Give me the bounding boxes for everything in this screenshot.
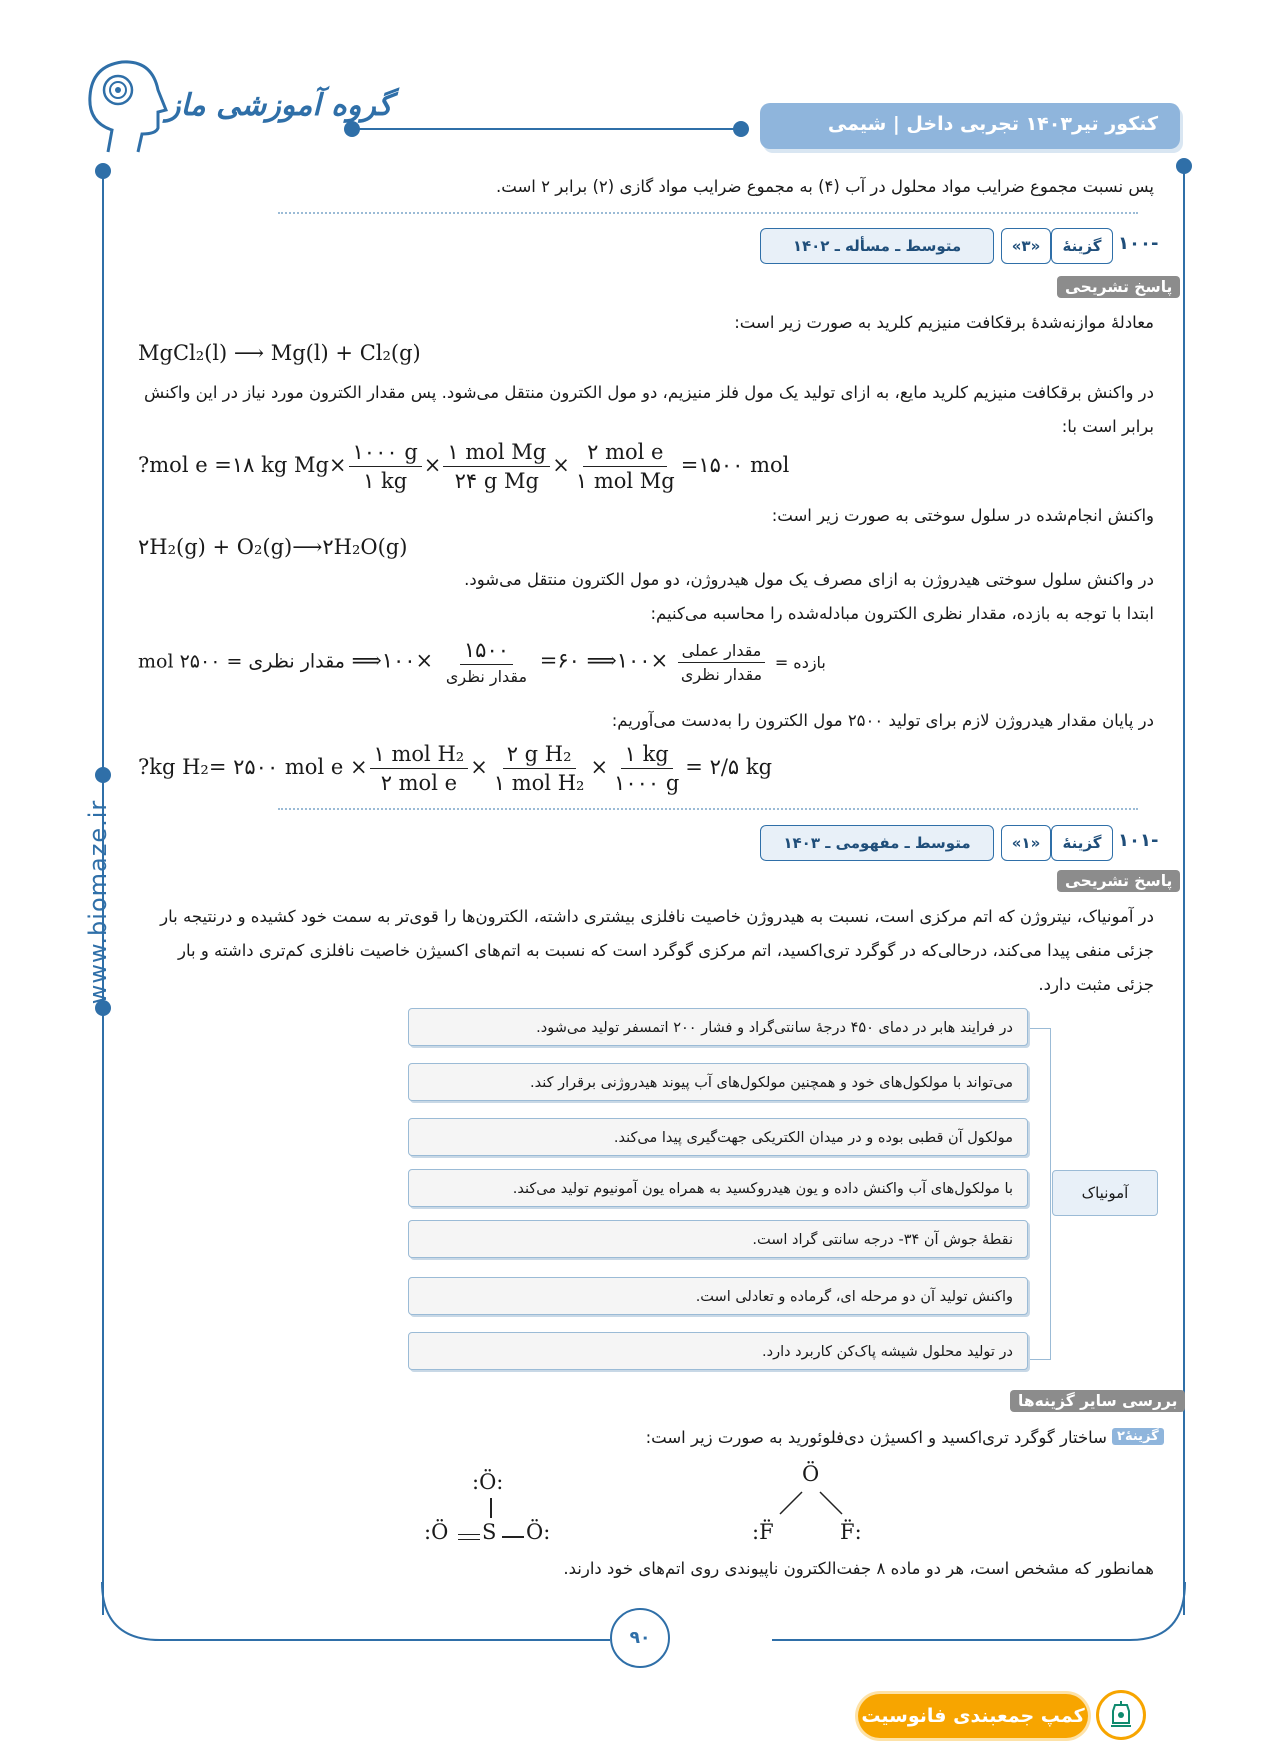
q100-p2: در واکنش برقکافت منیزیم کلرید مایع، به ازای تولید یک مول فلز منیزیم، دو مول الکترون منتقل می‌شود. پس مقدار الکترون مورد نیاز در این واکنش برابر است با:	[144, 383, 1154, 436]
footer-brand-pill	[858, 1694, 1088, 1738]
q100-p1: معادلۀ موازنه‌شدۀ برقکافت منیزیم کلرید به صورت زیر است:	[734, 313, 1154, 332]
question-number: -۱۰۰	[1118, 233, 1159, 254]
difficulty-box: متوسط ـ مسأله ـ ۱۴۰۲	[760, 228, 994, 264]
option2-tag: گزینۀ۲	[1112, 1428, 1164, 1445]
diagram-item: با مولکول‌های آب واکنش داده و یون هیدروکسید به همراه یون آمونیوم تولید می‌کند.	[408, 1169, 1028, 1207]
footer-brand	[858, 1690, 1158, 1742]
answer-tag: پاسخ تشریحی	[1057, 870, 1180, 892]
question-number: -۱۰۱	[1118, 830, 1159, 851]
diagram-item: می‌تواند با مولکول‌های خود و همچنین مولکول‌های آب پیوند هیدروژنی برقرار کند.	[408, 1063, 1028, 1101]
equation-electron-moles: ?mol e =۱۸ kg Mg× $\frac{۱۰۰۰ g}{۱ kg}$ × $\frac{\text{۱ mol Mg}}{\text{۲۴ g Mg}}$ × $\frac{\text{۲ mol e}}{\text{۱ mol Mg}}$ =۱۵۰۰ mol	[138, 440, 790, 493]
frame-dot	[733, 121, 749, 137]
page-number: ۹۰	[610, 1608, 670, 1668]
separator	[278, 212, 1138, 214]
q100-p5: ابتدا با توجه به بازده، مقدار نظری الکترون مبادله‌شده را محاسبه می‌کنیم:	[650, 604, 1154, 623]
equation-yield: بازده = $\frac{\text{مقدار عملی}}{\text{مقدار نظری}}$ ×۱۰۰⟹ ۶۰= $\frac{۱۵۰۰}{\text{مقدار نظری}}$ ×۱۰۰⟹ مقدار نظری = ۲۵۰۰ mol	[138, 638, 826, 686]
option-label-box: گزینۀ	[1051, 228, 1113, 264]
so3-top-oxygen: :Ö:	[472, 1470, 504, 1494]
diagram-item: واکنش تولید آن دو مرحله ای، گرماده و تعادلی است.	[408, 1277, 1028, 1315]
q100-p6: در پایان مقدار هیدروژن لازم برای تولید ۲۵۰۰ مول الکترون را به‌دست می‌آوریم:	[611, 711, 1154, 730]
of2-oxygen: Ö	[802, 1462, 820, 1486]
diagram-connector	[1050, 1190, 1051, 1191]
equation-electrolysis: MgCl₂(l) ⟶ Mg(l) + Cl₂(g)	[138, 341, 421, 365]
equation-hydrogen-mass: ?kg H₂= ۲۵۰۰ mol e × $\frac{\text{۱ mol H₂}}{\text{۲ mol e}}$ × $\frac{\text{۲ g H₂}}{\text{۱ mol H₂}}$ × $\frac{۱ kg}{۱۰۰۰ g}$ = ۲/۵ kg	[138, 742, 773, 795]
so3-single-bond	[502, 1536, 524, 1538]
so3-sulfur: S	[482, 1520, 497, 1544]
difficulty-box: متوسط ـ مفهومی ـ ۱۴۰۳	[760, 825, 994, 861]
option-value-box: «۱»	[1001, 825, 1051, 861]
side-url: www.biomaze.ir	[84, 799, 112, 1005]
header-title-box	[760, 103, 1180, 149]
of2-right-fluorine: F̈:	[840, 1520, 862, 1544]
equation-yield-label: بازده =	[774, 652, 826, 672]
of2-left-fluorine: :F̈	[752, 1520, 774, 1544]
frame-top-line	[352, 128, 742, 130]
logo-text: گروه آموزشی ماز	[166, 88, 393, 123]
so3-left-oxygen: :Ö	[424, 1520, 449, 1544]
footer-brand-text: کمپ جمعبندی فانوسیت	[861, 1705, 1085, 1727]
intro-line: پس نسبت مجموع ضرایب مواد محلول در آب (۴) به مجموع ضرایب مواد گازی (۲) برابر ۲ است.	[496, 177, 1154, 196]
frame-dot	[95, 767, 111, 783]
option2-text: ساختار گوگرد تری‌اکسید و اکسیژن دی‌فلوئورید به صورت زیر است:	[645, 1428, 1107, 1447]
head-logo-icon	[78, 52, 168, 157]
lantern-icon	[1096, 1690, 1146, 1740]
logo	[78, 52, 393, 162]
of2-structure	[750, 1462, 870, 1552]
equation-fuel-cell: ۲H₂(g) + O₂(g)⟶۲H₂O(g)	[138, 535, 408, 559]
so3-structure	[420, 1470, 560, 1550]
frame-dot	[1176, 158, 1192, 174]
option-value-box: «۳»	[1001, 228, 1051, 264]
header-title: کنکور تیر۱۴۰۳ تجربی داخل | شیمی	[827, 113, 1158, 135]
review-tag: بررسی سایر گزینه‌ها	[1010, 1390, 1185, 1412]
diagram-bracket	[1028, 1028, 1051, 1360]
so3-right-oxygen: Ö:	[526, 1520, 551, 1544]
q100-p4: در واکنش سلول سوختی هیدروژن به ازای مصرف یک مول هیدروژن، دو مول الکترون منتقل می‌شود.	[464, 570, 1154, 589]
q101-p1: در آمونیاک، نیتروژن که اتم مرکزی است، نسبت به هیدروژن خاصیت نافلزی بیشتری داشته، الکترون‌ها را قوی‌تر به سمت خود کشیده و درنتیجه بار جزئی منفی پیدا می‌کند، درحالی‌که در گوگرد تری‌اکسید، اتم مرکزی گوگرد است که نسبت به اتم‌های اکسیژن خاصیت نافلزی کم‌تری داشته و بار جزئی مثبت دارد.	[160, 907, 1154, 994]
diagram-item: در تولید محلول شیشه پاک‌کن کاربرد دارد.	[408, 1332, 1028, 1370]
so3-bond-vertical	[490, 1498, 492, 1518]
diagram-item: نقطۀ جوش آن ۳۴- درجه سانتی گراد است.	[408, 1220, 1028, 1258]
diagram-root: آمونیاک	[1052, 1170, 1158, 1216]
answer-tag: پاسخ تشریحی	[1057, 276, 1180, 298]
so3-double-bond	[458, 1534, 480, 1540]
option-label-box: گزینۀ	[1051, 825, 1113, 861]
frame-dot	[95, 163, 111, 179]
diagram-item: در فرایند هابر در دمای ۴۵۰ درجۀ سانتی‌گراد و فشار ۲۰۰ اتمسفر تولید می‌شود.	[408, 1008, 1028, 1046]
diagram-item: مولکول آن قطبی بوده و در میدان الکتریکی جهت‌گیری پیدا می‌کند.	[408, 1118, 1028, 1156]
q100-p3: واکنش انجام‌شده در سلول سوختی به صورت زیر است:	[771, 506, 1154, 525]
separator	[278, 808, 1138, 810]
q101-conclusion: همانطور که مشخص است، هر دو ماده ۸ جفت‌الکترون ناپیوندی روی اتم‌های خود دارند.	[563, 1559, 1154, 1578]
